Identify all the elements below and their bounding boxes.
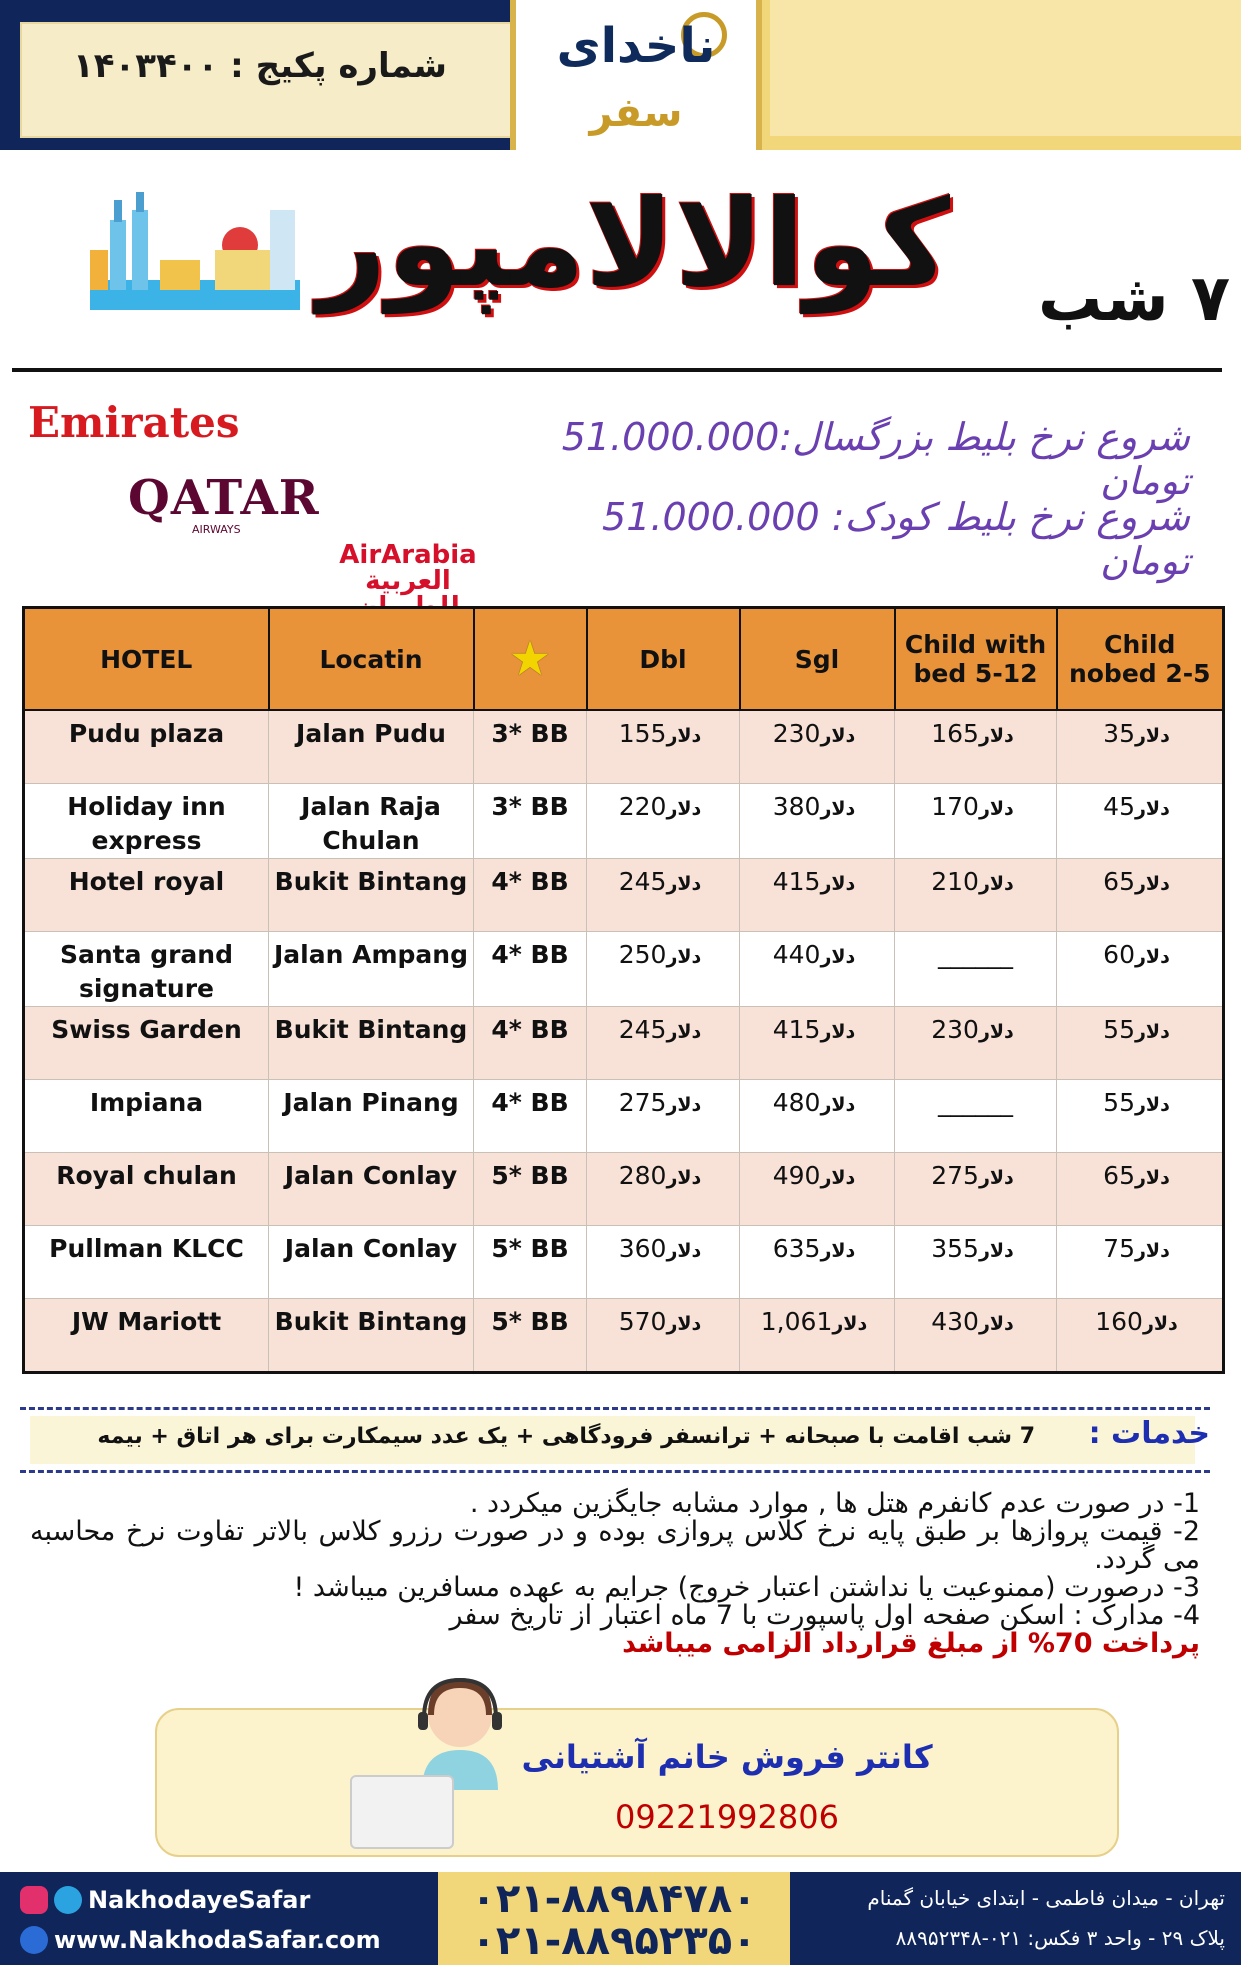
currency-label: دلار <box>978 873 1014 895</box>
table-row <box>24 1226 1224 1299</box>
currency-label: دلار <box>820 798 856 820</box>
price-child-with-bed <box>895 1153 1057 1226</box>
laptop-icon <box>350 1775 454 1849</box>
price-value: 55 <box>1103 1088 1135 1117</box>
price-dbl <box>587 1007 740 1080</box>
note-3: 3- درصورت (ممنوعیت یا نداشتن اعتبار خروج) جرایم به عهده مسافرین میباشد ! <box>293 1572 1200 1603</box>
hotel-name: Swiss Garden <box>24 1007 269 1080</box>
table-header-row <box>24 608 1224 711</box>
hotel-name: Hotel royal <box>24 859 269 932</box>
currency-label: دلار <box>978 1313 1014 1335</box>
price-value: ______ <box>938 1088 1013 1117</box>
currency-label: دلار <box>978 1240 1014 1262</box>
price-value: 355 <box>931 1234 979 1263</box>
qatar-airways-subtext: AIRWAYS <box>192 523 241 536</box>
destination-title: کوالالامپور <box>317 175 950 314</box>
air-arabia-en: AirArabia <box>339 540 477 570</box>
currency-label: دلار <box>978 1167 1014 1189</box>
currency-label: دلار <box>666 1021 702 1043</box>
hotel-name: Royal chulan <box>24 1153 269 1226</box>
currency-label: دلار <box>666 798 702 820</box>
price-child-nobed <box>1057 1226 1224 1299</box>
price-child-with-bed <box>895 1299 1057 1373</box>
price-sgl <box>740 1299 895 1373</box>
child-ticket-price: شروع نرخ بلیط کودک: 51.000.000 تومان <box>602 495 1190 583</box>
currency-label: دلار <box>978 798 1014 820</box>
price-value: 245 <box>618 1015 667 1044</box>
globe-icon <box>20 1926 48 1954</box>
header-location: Locatin <box>269 608 474 711</box>
footer <box>0 1872 1241 1965</box>
currency-label: دلار <box>978 725 1014 747</box>
price-value: 360 <box>618 1234 667 1263</box>
price-child-with-bed <box>895 1226 1057 1299</box>
currency-label: دلار <box>666 1167 702 1189</box>
note-1: 1- در صورت عدم کانفرم هتل ها , موارد مشابه جایگزین میکردد . <box>469 1488 1200 1519</box>
hotel-location: Bukit Bintang <box>269 859 474 932</box>
price-sgl <box>740 1226 895 1299</box>
table-row <box>24 1299 1224 1373</box>
currency-label: دلار <box>820 1240 856 1262</box>
price-value: 490 <box>772 1161 821 1190</box>
price-sgl <box>740 932 895 1007</box>
star-icon: ★ <box>508 631 552 687</box>
currency-label: دلار <box>820 725 856 747</box>
hotel-location: Jalan Raja Chulan <box>269 784 474 859</box>
price-value: 75 <box>1103 1234 1135 1263</box>
services-text: 7 شب اقامت با صبحانه + ترانسفر فرودگاهی + یک عدد سیمکارت برای هر اتاق + بیمه <box>97 1424 1035 1449</box>
currency-label: دلار <box>820 1094 856 1116</box>
price-child-with-bed <box>895 859 1057 932</box>
hotel-location: Bukit Bintang <box>269 1007 474 1080</box>
currency-label: دلار <box>1134 725 1170 747</box>
currency-label: دلار <box>666 1240 702 1262</box>
website-link[interactable]: www.NakhodaSafar.com <box>54 1926 381 1954</box>
price-value: 415 <box>772 867 821 896</box>
hotel-category: 5* BB <box>474 1153 587 1226</box>
logo-bottom-text: سفر <box>589 90 683 136</box>
currency-label: دلار <box>820 1167 856 1189</box>
brand-logo <box>510 0 762 150</box>
header-hotel: HOTEL <box>24 608 269 711</box>
price-dbl <box>587 784 740 859</box>
price-child-with-bed <box>895 784 1057 859</box>
price-child-nobed <box>1057 710 1224 784</box>
header-child-with-bed: Child with bed 5-12 <box>895 608 1057 711</box>
nights-count: ۷ شب <box>1037 262 1230 336</box>
price-value: 165 <box>931 719 979 748</box>
price-sgl <box>740 784 895 859</box>
price-value: 380 <box>772 792 821 821</box>
qatar-airways-logo: QATAR <box>128 470 320 526</box>
currency-label: دلار <box>1134 1094 1170 1116</box>
price-child-with-bed <box>895 710 1057 784</box>
price-value: 45 <box>1103 792 1135 821</box>
currency-label: دلار <box>832 1313 868 1335</box>
price-value: 60 <box>1103 940 1135 969</box>
currency-label: دلار <box>978 1021 1014 1043</box>
currency-label: دلار <box>666 1313 702 1335</box>
sales-phone[interactable]: 09221992806 <box>615 1798 839 1836</box>
price-value: ______ <box>938 940 1013 969</box>
hotel-location: Jalan Pinang <box>269 1080 474 1153</box>
services-bar <box>20 1407 1210 1473</box>
price-value: 155 <box>618 719 667 748</box>
currency-label: دلار <box>820 873 856 895</box>
price-child-with-bed <box>895 932 1057 1007</box>
price-value: 210 <box>931 867 979 896</box>
hotel-name: Impiana <box>24 1080 269 1153</box>
kuala-lumpur-skyline-icon <box>90 190 300 310</box>
price-value: 430 <box>931 1307 979 1336</box>
currency-label: دلار <box>1134 798 1170 820</box>
hotel-category: 3* BB <box>474 710 587 784</box>
hotel-category: 4* BB <box>474 859 587 932</box>
hotel-name: Santa grand signature <box>24 932 269 1007</box>
hotel-name: Holiday inn express <box>24 784 269 859</box>
header-child-nobed: Child nobed 2-5 <box>1057 608 1224 711</box>
hotel-category: 4* BB <box>474 1007 587 1080</box>
price-value: 480 <box>772 1088 821 1117</box>
hotel-location: Jalan Ampang <box>269 932 474 1007</box>
price-value: 35 <box>1103 719 1135 748</box>
sales-counter-name: کانتر فروش خانم آشتیانی <box>521 1738 933 1776</box>
price-value: 440 <box>772 940 821 969</box>
price-value: 65 <box>1103 867 1135 896</box>
footer-address <box>800 1878 1225 1958</box>
package-number: شماره پکیج : ۱۴۰۳۴۰۰ <box>73 46 447 86</box>
currency-label: دلار <box>1142 1313 1178 1335</box>
header-left-panel <box>0 0 535 150</box>
header-star <box>474 608 587 711</box>
hotel-name: JW Mariott <box>24 1299 269 1373</box>
price-dbl <box>587 1153 740 1226</box>
price-child-with-bed <box>895 1007 1057 1080</box>
price-dbl <box>587 1080 740 1153</box>
address-line-1: تهران - میدان فاطمی - ابتدای خیابان گمنام <box>867 1886 1225 1910</box>
logo-top-text: ناخدای <box>556 18 716 74</box>
footer-phone-2[interactable]: ۰۲۱-۸۸۹۵۲۳۵۰ <box>471 1918 757 1964</box>
price-child-nobed <box>1057 1153 1224 1226</box>
price-dbl <box>587 710 740 784</box>
price-child-nobed <box>1057 859 1224 932</box>
price-value: 280 <box>618 1161 667 1190</box>
note-2: 2- قیمت پروازها بر طبق پایه نرخ کلاس پروازی بوده و در صورت رزرو کلاس بالاتر تفاوت نرخ محاسبه می گردد. <box>30 1516 1200 1575</box>
price-value: 65 <box>1103 1161 1135 1190</box>
price-child-with-bed <box>895 1080 1057 1153</box>
address-line-2: پلاک ۲۹ - واحد ۳ فکس: ۰۲۱-۸۸۹۵۲۳۴۸ <box>895 1926 1225 1950</box>
footer-phone-1[interactable]: ۰۲۱-۸۸۹۸۴۷۸۰ <box>471 1876 757 1922</box>
price-value: 1,061 <box>760 1307 833 1336</box>
hotel-location: Jalan Conlay <box>269 1153 474 1226</box>
currency-label: دلار <box>666 725 702 747</box>
currency-label: دلار <box>1134 1021 1170 1043</box>
support-agent-icon <box>400 1670 520 1790</box>
hotel-location: Jalan Conlay <box>269 1226 474 1299</box>
note-payment: پرداخت 70% از مبلغ قرارداد الزامی میباشد <box>622 1628 1200 1659</box>
currency-label: دلار <box>666 946 702 968</box>
price-sgl <box>740 1153 895 1226</box>
price-child-nobed <box>1057 784 1224 859</box>
price-dbl <box>587 1226 740 1299</box>
price-child-nobed <box>1057 1080 1224 1153</box>
price-sgl <box>740 710 895 784</box>
instagram-icon[interactable] <box>20 1886 48 1914</box>
price-value: 170 <box>931 792 979 821</box>
currency-label: دلار <box>1134 1167 1170 1189</box>
services-label: خدمات : <box>1088 1416 1210 1451</box>
price-value: 250 <box>618 940 667 969</box>
social-handle[interactable]: NakhodayeSafar <box>88 1886 311 1914</box>
hotel-category: 4* BB <box>474 1080 587 1153</box>
air-arabia-ar: العربية <box>365 566 451 596</box>
currency-label: دلار <box>1134 873 1170 895</box>
sales-contact-box <box>155 1708 1119 1857</box>
header-sgl: Sgl <box>740 608 895 711</box>
price-value: 275 <box>618 1088 667 1117</box>
table-row <box>24 1007 1224 1080</box>
currency-label: دلار <box>820 1021 856 1043</box>
hotel-name: Pullman KLCC <box>24 1226 269 1299</box>
hotel-location: Bukit Bintang <box>269 1299 474 1373</box>
hotel-rates-table <box>22 606 1225 1374</box>
price-value: 245 <box>618 867 667 896</box>
table-row <box>24 710 1224 784</box>
price-dbl <box>587 859 740 932</box>
price-value: 635 <box>772 1234 821 1263</box>
hotel-location: Jalan Pudu <box>269 710 474 784</box>
header-right-panel <box>740 0 1241 150</box>
currency-label: دلار <box>666 1094 702 1116</box>
table-row <box>24 859 1224 932</box>
currency-label: دلار <box>666 873 702 895</box>
price-child-nobed <box>1057 1299 1224 1373</box>
hotel-category: 5* BB <box>474 1226 587 1299</box>
terms-notes <box>30 1490 1200 1658</box>
currency-label: دلار <box>1134 946 1170 968</box>
price-sgl <box>740 1007 895 1080</box>
hotel-category: 5* BB <box>474 1299 587 1373</box>
telegram-icon[interactable] <box>54 1886 82 1914</box>
price-value: 570 <box>618 1307 667 1336</box>
price-value: 230 <box>931 1015 979 1044</box>
price-child-nobed <box>1057 932 1224 1007</box>
hotel-name: Pudu plaza <box>24 710 269 784</box>
table-row <box>24 1153 1224 1226</box>
price-value: 275 <box>931 1161 979 1190</box>
price-value: 230 <box>772 719 821 748</box>
footer-social <box>20 1880 420 1960</box>
currency-label: دلار <box>1134 1240 1170 1262</box>
table-row <box>24 784 1224 859</box>
hotel-category: 3* BB <box>474 784 587 859</box>
table-row <box>24 1080 1224 1153</box>
table-row <box>24 932 1224 1007</box>
currency-label: دلار <box>820 946 856 968</box>
price-value: 55 <box>1103 1015 1135 1044</box>
price-value: 220 <box>618 792 667 821</box>
note-4: 4- مدارک : اسکن صفحه اول پاسپورت با 7 ماه اعتبار از تاریخ سفر <box>449 1600 1200 1631</box>
adult-ticket-price: شروع نرخ بلیط بزرگسال:51.000.000 تومان <box>561 415 1190 503</box>
price-sgl <box>740 859 895 932</box>
price-value: 415 <box>772 1015 821 1044</box>
emirates-logo: Emirates <box>28 398 240 447</box>
price-value: 160 <box>1095 1307 1143 1336</box>
price-child-nobed <box>1057 1007 1224 1080</box>
header-dbl: Dbl <box>587 608 740 711</box>
hotel-category: 4* BB <box>474 932 587 1007</box>
price-sgl <box>740 1080 895 1153</box>
price-dbl <box>587 932 740 1007</box>
title-divider <box>12 368 1222 372</box>
footer-phones <box>438 1872 790 1965</box>
price-dbl <box>587 1299 740 1373</box>
